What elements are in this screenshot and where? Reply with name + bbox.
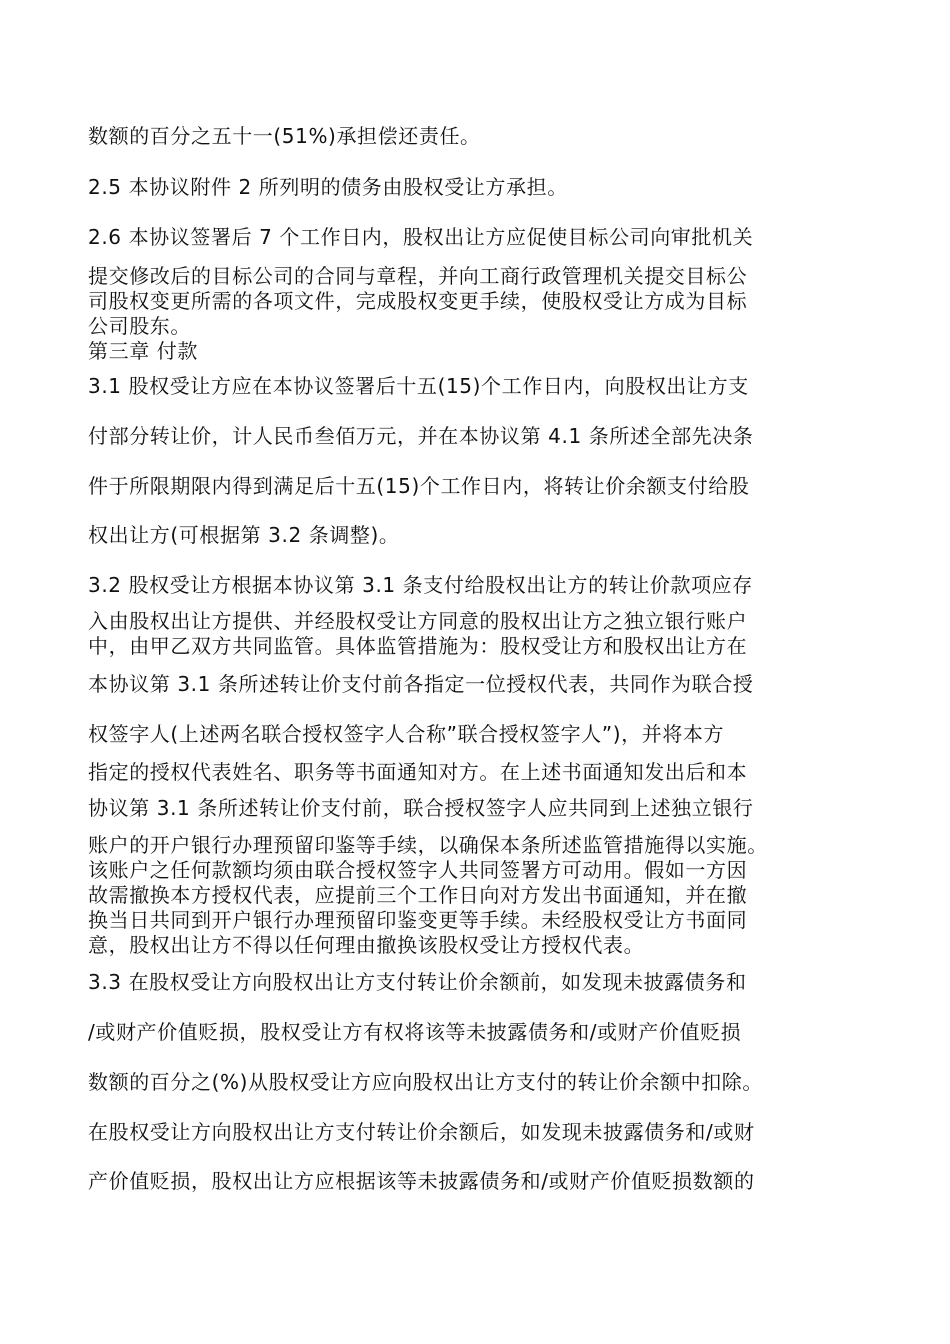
text-line: 账户的开户银行办理预留印鉴等手续，以确保本条所述监管措施得以实施。	[88, 833, 768, 857]
text-line: 该账户之任何款额均须由联合授权签字人共同签署方可动用。假如一方因	[88, 858, 748, 882]
clause-3-3: 3.3 在股权受让方向股权出让方支付转让价余额前，如发现未披露债务和	[88, 970, 747, 994]
text-line: 换当日共同到开户银行办理预留印鉴变更等手续。未经股权受让方书面同	[88, 908, 748, 932]
text-line: 提交修改后的目标公司的合同与章程，并向工商行政管理机关提交目标公	[88, 264, 748, 288]
text-line: 协议第 3.1 条所述转让价支付前，联合授权签字人应共同到上述独立银行	[88, 796, 754, 820]
text-line: 数额的百分之五十一(51%)承担偿还责任。	[88, 124, 481, 148]
text-line: /或财产价值贬损，股权受让方有权将该等未披露债务和/或财产价值贬损	[88, 1020, 742, 1044]
text-line: 指定的授权代表姓名、职务等书面通知对方。在上述书面通知发出后和本	[88, 760, 748, 784]
text-line: 入由股权出让方提供、并经股权受让方同意的股权出让方之独立银行账户	[88, 609, 748, 633]
text-line: 中，由甲乙双方共同监管。具体监管措施为：股权受让方和股权出让方在	[88, 634, 748, 658]
text-line: 公司股东。	[88, 314, 191, 338]
text-line: 本协议第 3.1 条所述转让价支付前各指定一位授权代表，共同作为联合授	[88, 672, 754, 696]
text-line: 产价值贬损，股权出让方应根据该等未披露债务和/或财产价值贬损数额的	[88, 1169, 755, 1193]
text-line: 件于所限期限内得到满足后十五(15)个工作日内，将转让价余额支付给股	[88, 474, 750, 498]
text-line: 权签字人(上述两名联合授权签字人合称”联合授权签字人”)，并将本方	[88, 722, 725, 746]
text-line: 意，股权出让方不得以任何理由撤换该股权受让方授权代表。	[88, 933, 645, 957]
text-line: 数额的百分之(%)从股权受让方应向股权出让方支付的转让价余额中扣除。	[88, 1070, 764, 1094]
text-line: 付部分转让价，计人民币叁佰万元，并在本协议第 4.1 条所述全部先决条	[88, 424, 754, 448]
clause-3-2: 3.2 股权受让方根据本协议第 3.1 条支付给股权出让方的转让价款项应存	[88, 573, 753, 597]
clause-2-6: 2.6 本协议签署后 7 个工作日内，股权出让方应促使目标公司向审批机关	[88, 225, 754, 249]
text-line: 在股权受让方向股权出让方支付转让价余额后，如发现未披露债务和/或财	[88, 1120, 755, 1144]
text-line: 司股权变更所需的各项文件，完成股权变更手续，使股权受让方成为目标	[88, 289, 748, 313]
clause-3-1: 3.1 股权受让方应在本协议签署后十五(15)个工作日内，向股权出让方支	[88, 374, 749, 398]
text-line: 权出让方(可根据第 3.2 条调整)。	[88, 523, 400, 547]
text-line: 故需撤换本方授权代表，应提前三个工作日向对方发出书面通知，并在撤	[88, 883, 748, 907]
clause-2-5: 2.5 本协议附件 2 所列明的债务由股权受让方承担。	[88, 175, 568, 199]
chapter-heading: 第三章 付款	[88, 339, 198, 363]
